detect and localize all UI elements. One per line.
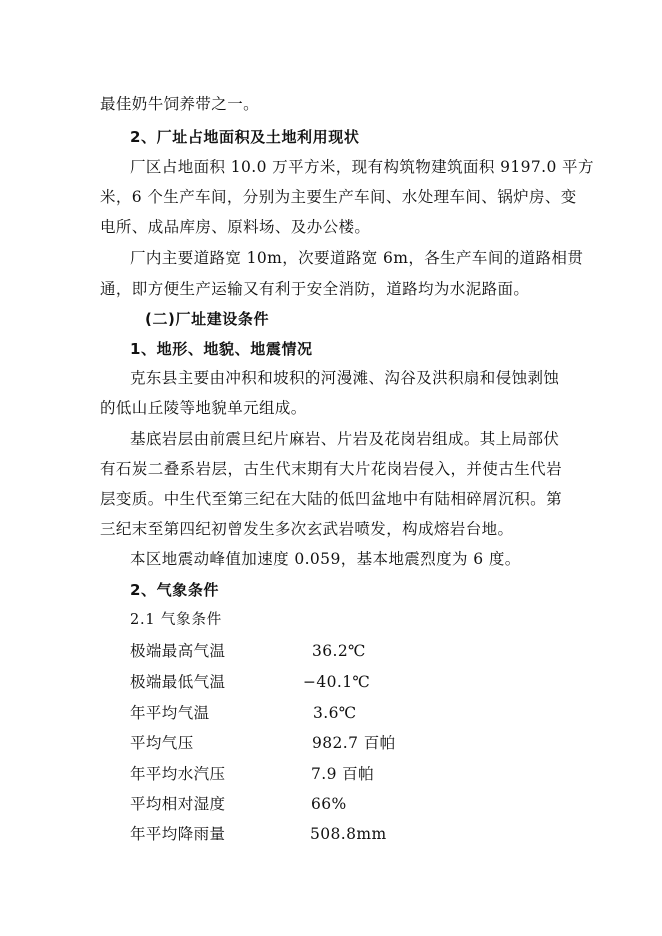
paragraph-terrain-line-1: 克东县主要由冲积和坡积的河漫滩、沟谷及洪积扇和侵蚀剥蚀	[130, 369, 560, 387]
paragraph-terrain-line-2: 的低山丘陵等地貌单元组成。	[100, 399, 307, 417]
heading-climate: 2、气象条件	[130, 581, 220, 599]
climate-value-rainfall: 508.8mm	[310, 825, 387, 843]
heading-terrain: 1、地形、地貌、地震情况	[130, 340, 313, 358]
heading-site-area: 2、厂址占地面积及土地利用现状	[130, 128, 360, 146]
climate-label-avg-temp: 年平均气温	[130, 704, 210, 722]
climate-value-avg-temp: 3.6℃	[313, 704, 357, 722]
climate-label-humidity: 平均相对湿度	[130, 795, 226, 813]
climate-value-pressure: 982.7 百帕	[312, 734, 396, 752]
paragraph-roads-line-1: 厂内主要道路宽 10m，次要道路宽 6m，各生产车间的道路相贯	[130, 249, 584, 267]
paragraph-geology-line-3: 层变质。中生代至第三纪在大陆的低凹盆地中有陆相碎屑沉积。第	[100, 490, 562, 508]
paragraph-geology-line-1: 基底岩层由前震旦纪片麻岩、片岩及花岗岩组成。其上局部伏	[130, 430, 560, 448]
paragraph-area-line-1: 厂区占地面积 10.0 万平方米，现有构筑物建筑面积 9197.0 平方	[130, 158, 594, 176]
climate-value-max-temp: 36.2℃	[312, 642, 366, 660]
climate-label-pressure: 平均气压	[130, 734, 194, 752]
paragraph-area-line-3: 电所、成品库房、原料场、及办公楼。	[100, 218, 371, 236]
climate-value-min-temp: −40.1℃	[303, 673, 371, 691]
climate-label-min-temp: 极端最低气温	[130, 673, 226, 691]
climate-value-vapor-pressure: 7.9 百帕	[311, 765, 374, 783]
heading-site-conditions: (二)厂址建设条件	[145, 310, 270, 328]
subheading-climate: 2.1 气象条件	[130, 612, 223, 628]
climate-value-humidity: 66%	[311, 795, 347, 813]
paragraph-seismic: 本区地震动峰值加速度 0.059，基本地震烈度为 6 度。	[130, 550, 521, 568]
paragraph-geology-line-4: 三纪末至第四纪初曾发生多次玄武岩喷发，构成熔岩台地。	[100, 520, 514, 538]
paragraph-geology-line-2: 有石炭二叠系岩层，古生代末期有大片花岗岩侵入，并使古生代岩	[100, 460, 562, 478]
paragraph-area-line-2: 米，6 个生产车间，分别为主要生产车间、水处理车间、锅炉房、变	[100, 188, 577, 206]
paragraph-continuation: 最佳奶牛饲养带之一。	[100, 95, 260, 113]
climate-label-vapor-pressure: 年平均水汽压	[130, 765, 226, 783]
paragraph-roads-line-2: 通，即方便生产运输又有利于安全消防，道路均为水泥路面。	[100, 280, 530, 298]
climate-label-rainfall: 年平均降雨量	[130, 825, 226, 843]
climate-label-max-temp: 极端最高气温	[130, 642, 226, 660]
